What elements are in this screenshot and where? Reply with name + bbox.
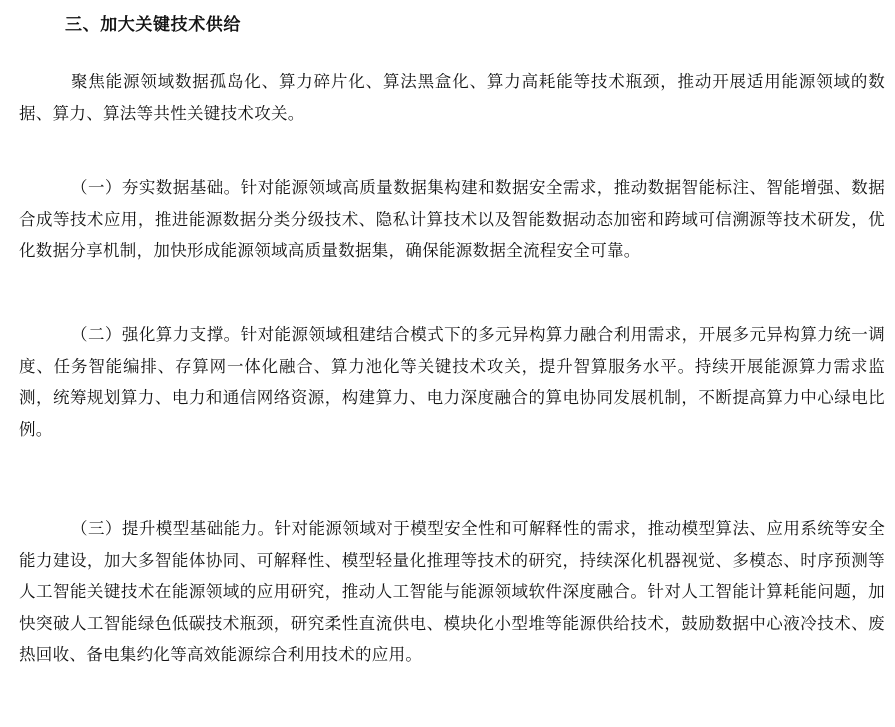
paragraph-compute-support: （二）强化算力支撑。针对能源领域租建结合模式下的多元异构算力融合利用需求，开展多元异构算力统一调度、任务智能编排、存算网一体化融合、算力池化等关键技术攻关，提升智算服务水平。持续开展能源算力需求监测，统筹规划算力、电力和通信网络资源，构建算力、电力深度融合的算电协同发展机制，不断提高算力中心绿电比例。 — [19, 325, 885, 439]
paragraph-model-capability: （三）提升模型基础能力。针对能源领域对于模型安全性和可解释性的需求，推动模型算法、应用系统等安全能力建设，加大多智能体协同、可解释性、模型轻量化推理等技术的研究，持续深化机器视觉、多模态、时序预测等人工智能关键技术在能源领域的应用研究，推动人工智能与能源领域软件深度融合。针对人工智能计算耗能问题，加快突破人工智能绿色低碳技术瓶颈，研究柔性直流供电、模块化小型堆等能源供给技术，鼓励数据中心液冷技术、废热回收、备电集约化等高效能源综合利用技术的应用。 — [19, 519, 885, 664]
paragraph-intro: 聚焦能源领域数据孤岛化、算力碎片化、算法黑盒化、算力高耗能等技术瓶颈，推动开展适用能源领域的数据、算力、算法等共性关键技术攻关。 — [19, 72, 885, 123]
paragraph-data-foundation: （一）夯实数据基础。针对能源领域高质量数据集构建和数据安全需求，推动数据智能标注、智能增强、数据合成等技术应用，推进能源数据分类分级技术、隐私计算技术以及智能数据动态加密和跨域可信溯源等技术研发，优化数据分享机制，加快形成能源领域高质量数据集，确保能源数据全流程安全可靠。 — [19, 178, 885, 260]
section-heading: 三、加大关键技术供给 — [65, 15, 241, 35]
